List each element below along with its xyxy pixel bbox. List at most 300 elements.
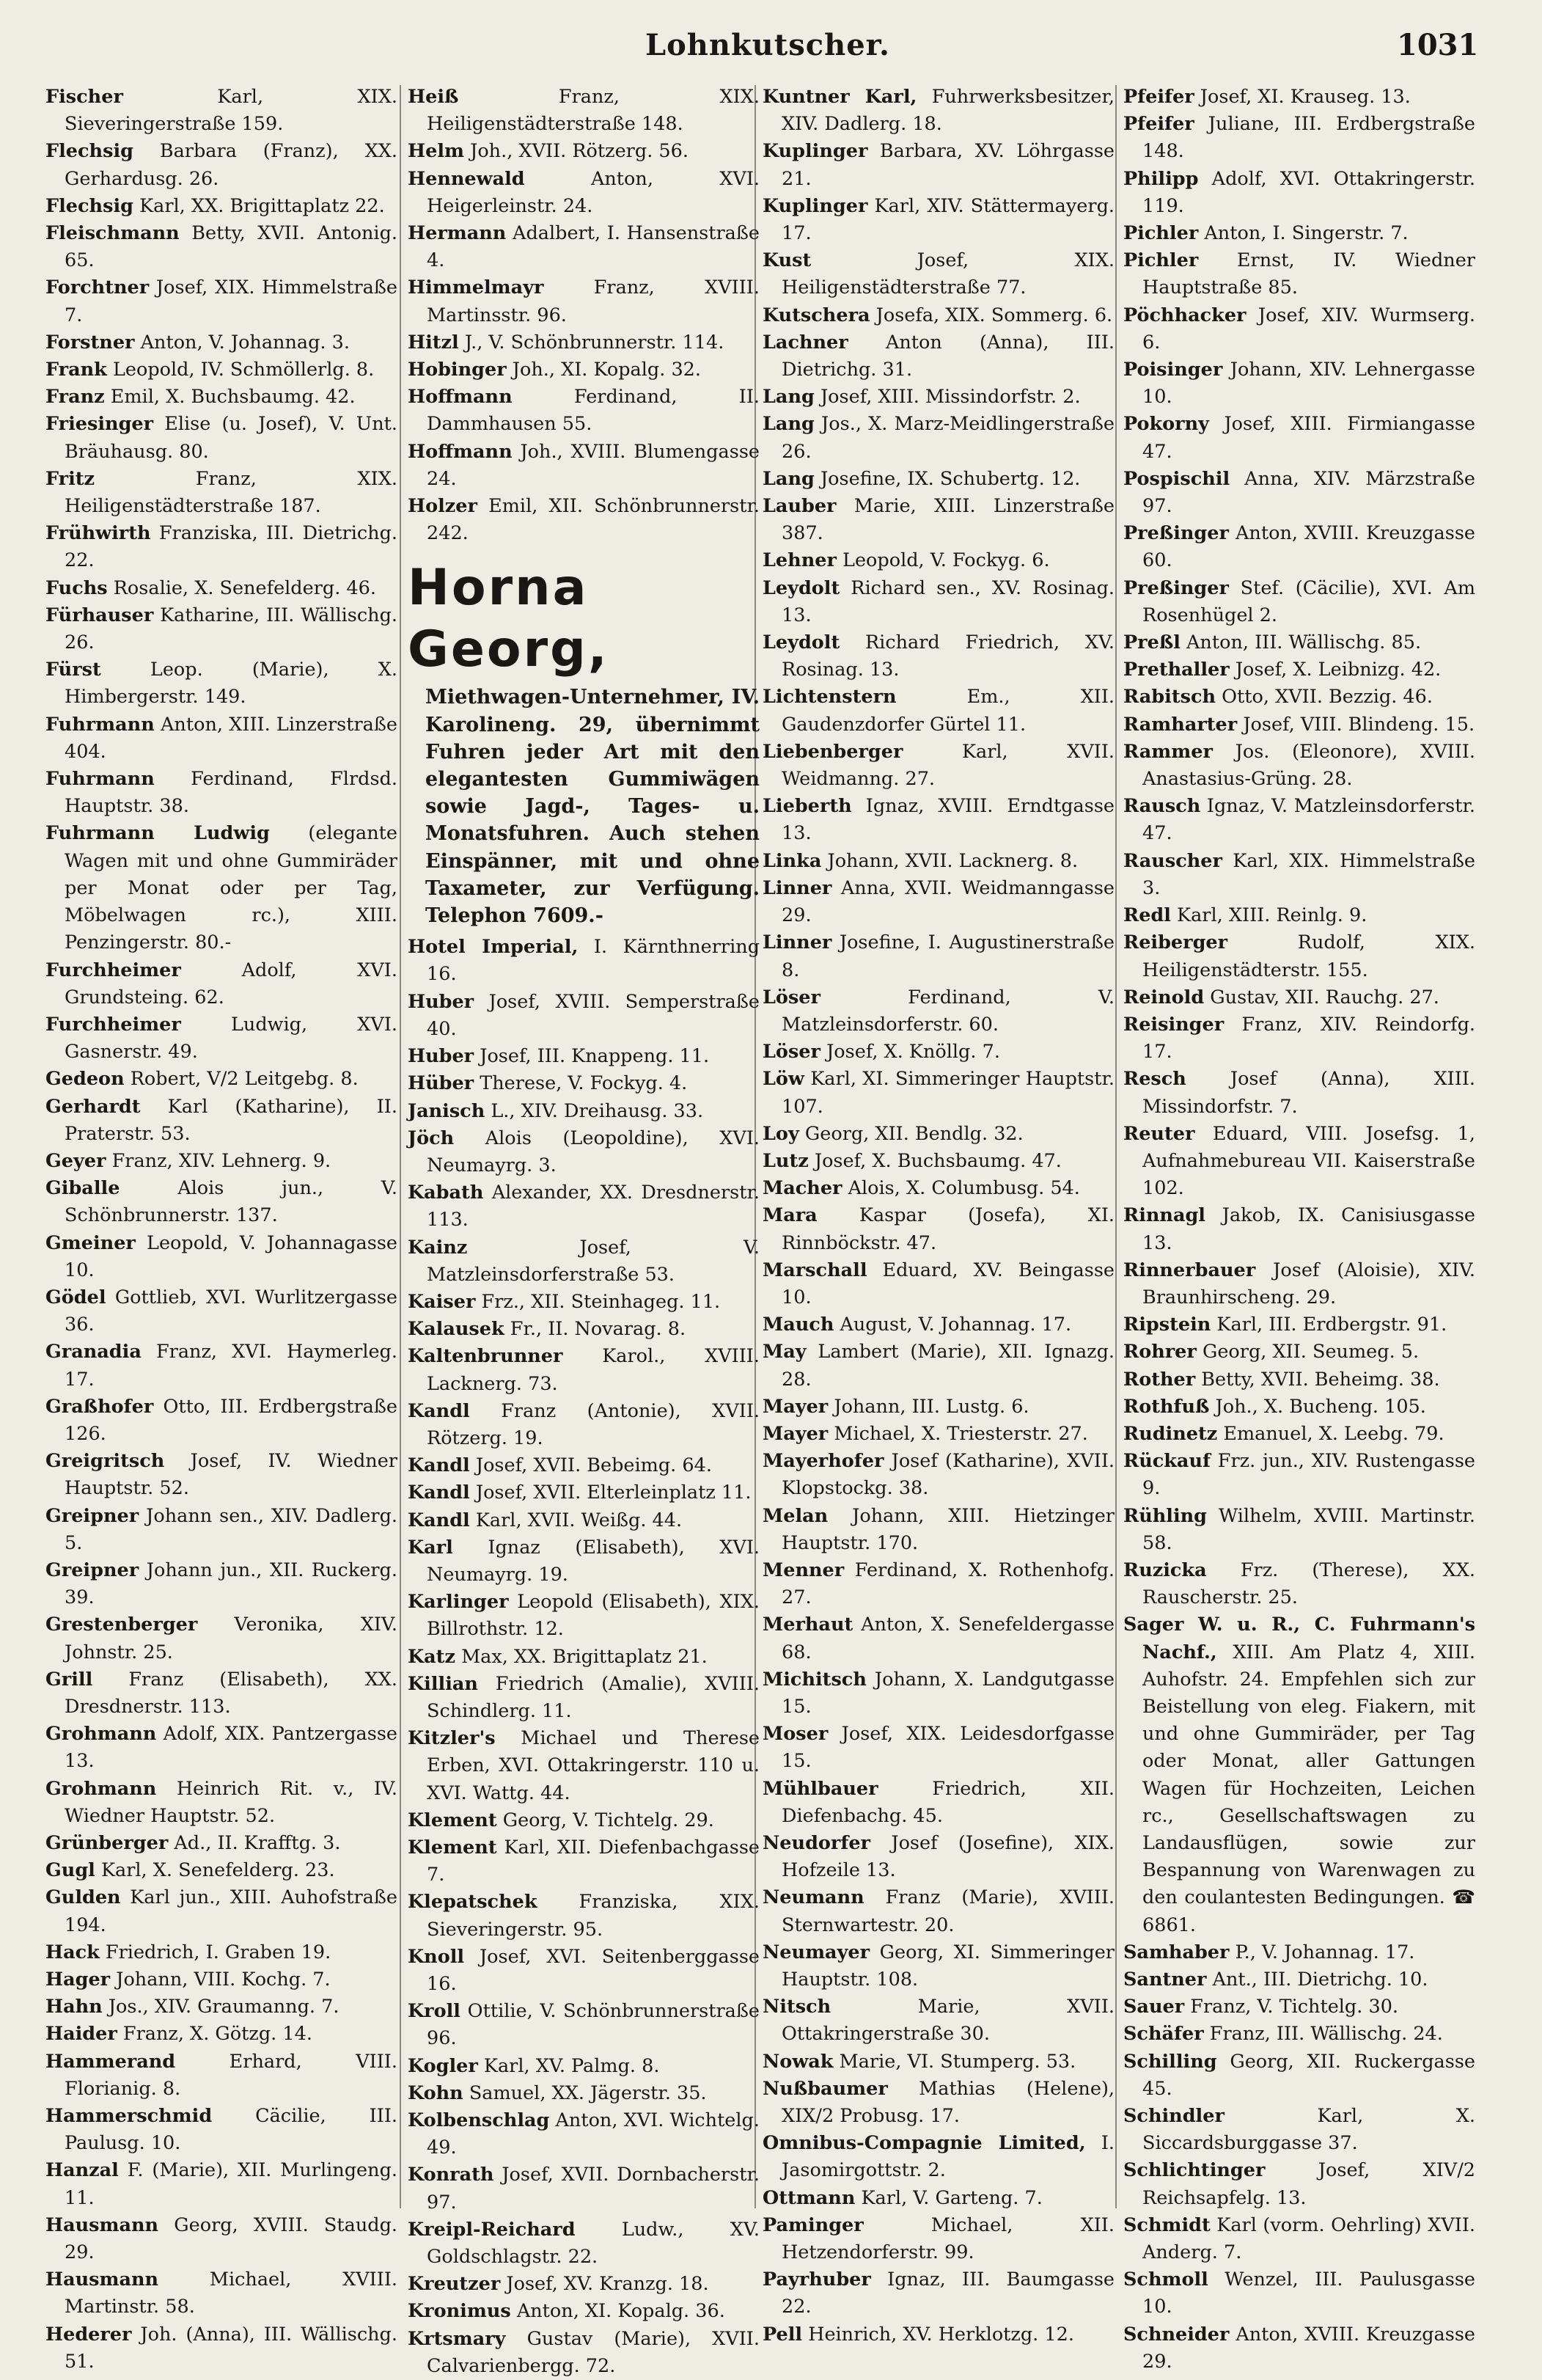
directory-entry [45,766,397,820]
directory-entry [408,1889,760,1943]
entry-details: Michael, X. Triesterstr. 27. [834,1422,1088,1445]
directory-entry [1123,1121,1475,1203]
entry-details: Josef, XIV. Wurmserg. 6. [1142,304,1475,354]
entry-details: Franz, XIX. Heiligenstädterstraße 187. [65,467,397,518]
entry-details: Josef, XIII. Firmiangasse 47. [1142,413,1476,463]
entry-name: Rother [1123,1368,1196,1391]
directory-entry [45,1966,397,1993]
entry-name: Kandl [408,1454,470,1477]
entry-name: Pichler [1123,222,1199,245]
entry-details: Richard Friedrich, XV. Rosinag. 13. [782,631,1115,681]
entry-details: Georg, XI. Simmeringer Hauptstr. 108. [782,1941,1115,1991]
entry-name: Hitzl [408,331,459,354]
entry-name: Kitzler's [408,1727,496,1750]
entry-name: Nowak [763,2050,834,2073]
directory-entry [408,166,760,220]
entry-name: Schmidt [1123,2214,1211,2236]
directory-entry [1123,1421,1475,1448]
directory-entry [1123,220,1475,247]
entry-name: Kandl [408,1509,470,1531]
entry-name: Macher [763,1177,842,1200]
entry-details: Ignaz, XVIII. Erndtgasse 13. [782,795,1115,845]
entry-details: Em., XII. Gaudenzdorfer Gürtel 11. [782,686,1115,736]
entry-name: Kuntner Karl, [763,86,917,108]
entry-details: Joh., XVII. Rötzerg. 56. [470,140,689,163]
entry-details: Ad., II. Krafftg. 3. [174,1832,341,1854]
entry-name: Reisinger [1123,1013,1225,1036]
directory-entry [45,1284,397,1339]
entry-details: Wenzel, III. Paulusgasse 10. [1142,2269,1476,2318]
entry-name: Knoll [408,1945,465,1968]
entry-name: Hobinger [408,359,507,381]
directory-entry [408,1316,760,1343]
directory-entry [408,1234,760,1289]
directory-entry [1123,1966,1475,1993]
directory-entry [408,1725,760,1807]
entry-details: Fuhrwerksbesitzer, XIV. Dadlerg. 18. [782,86,1115,136]
entry-details: (elegante Wagen mit und ohne Gummiräder per Monat oder per Tag, Möbelwagen rc.), XIII. Penzingerstr. 80.- [65,822,397,954]
entry-name: Schlichtinger [1123,2159,1266,2182]
entry-name: Lang [763,386,815,409]
entry-name: Ottmann [763,2186,856,2209]
directory-entry [1123,1394,1475,1421]
entry-name: Flechsig [45,194,133,217]
directory-entry [408,2107,760,2161]
entry-details: Karl jun., XIII. Auhofstraße 194. [65,1886,398,1936]
entry-name: Fürst [45,659,101,681]
directory-entry [763,2212,1115,2266]
directory-entry [45,1776,397,1830]
entry-details: Friedrich, I. Graben 19. [105,1941,331,1963]
directory-entry [1123,1066,1475,1120]
directory-entry [763,302,1115,329]
entry-name: Schilling [1123,2050,1217,2073]
entry-details: Anton, X. Senefeldergasse 68. [782,1614,1115,1663]
directory-entry [408,1507,760,1534]
entry-name: Rammer [1123,740,1213,763]
directory-entry [1123,166,1475,220]
entry-name: Kuplinger [763,194,868,217]
entry-name: Marschall [763,1259,867,1281]
directory-entry [763,1148,1115,1175]
entry-name: Fleischmann [45,222,180,245]
entry-details: Alois jun., V. Schönbrunnerstr. 137. [65,1177,397,1227]
directory-entry [45,656,397,711]
entry-name: Hack [45,1941,100,1963]
directory-entry [1123,1939,1475,1966]
directory-entry [763,848,1115,875]
entry-name: Schäfer [1123,2023,1204,2046]
directory-entry [408,439,760,493]
directory-entry [763,629,1115,684]
directory-entry [1123,2157,1475,2211]
entry-name: Lang [763,467,815,490]
entry-details: Josef, XVII. Elterleinplatz 11. [475,1482,752,1504]
entry-details: Josef, XIX. Heiligenstädterstraße 77. [782,249,1115,299]
entry-details: Anton, XI. Kopalg. 36. [516,2300,725,2323]
directory-entry [763,247,1115,301]
entry-name: Grünberger [45,1832,169,1854]
entry-details: Karl, XX. Brigittaplatz 22. [139,194,385,217]
entry-details: Georg, XII. Bendlg. 32. [804,1122,1024,1145]
entry-details: Cäcilie, III. Paulusg. 10. [65,2105,397,2155]
entry-name: Redl [1123,904,1171,927]
directory-entry [408,2053,760,2080]
directory-entry [408,84,760,138]
entry-name: Klement [408,1836,497,1859]
directory-entry [1123,1366,1475,1394]
entry-details: Karl, XVII. Weißg. 44. [475,1509,683,1531]
entry-name: Kolbenschlag [408,2109,550,2132]
directory-entry [45,820,397,956]
entry-name: Huber [408,1045,474,1068]
entry-details: Franz, XVI. Haymerleg. 17. [65,1341,397,1391]
entry-details: Anton (Anna), III. Dietrichg. 31. [782,331,1115,381]
entry-name: Neudorfer [763,1832,870,1854]
entry-name: Krtsmary [408,2327,506,2350]
page-header [0,0,1542,81]
entry-details: Michael, XII. Hetzendorferstr. 99. [782,2214,1115,2264]
entry-details: Friedrich (Amalie), XVIII. Schindlerg. 11. [427,1672,760,1722]
entry-details: Frz., XII. Steinhageg. 11. [481,1290,721,1313]
entry-name: Huber [408,990,474,1013]
entry-details: Emil, X. Buchsbaumg. 42. [110,386,356,409]
entry-details: Karl, XV. Palmg. 8. [483,2054,660,2077]
entry-details: Josef (Katharine), XVII. Klopstockg. 38. [782,1450,1115,1500]
entry-details: Josef, XV. Kranzg. 18. [506,2273,709,2296]
entry-details: Adolf, XVI. Grundsteing. 62. [65,959,397,1008]
entry-details: Erhard, VIII. Florianig. 8. [65,2050,397,2100]
directory-entry [45,193,397,220]
entry-details: Frz. (Therese), XX. Rauscherstr. 25. [1142,1559,1475,1609]
entry-name: Hoffmann [408,386,513,409]
entry-name: Gulden [45,1886,121,1909]
directory-entry [408,1589,760,1643]
entry-name: Greipner [45,1559,139,1581]
entry-name: Hanzal [45,2159,119,2182]
entry-name: Rückauf [1123,1450,1211,1473]
entry-name: Sauer [1123,1996,1185,2018]
entry-details: Katharine, III. Wällischg. 26. [65,604,398,654]
entry-name: Mauch [763,1314,834,1336]
entry-name: Leydolt [763,576,840,599]
directory-entry [45,1721,397,1775]
entry-name: Grohmann [45,1777,157,1800]
directory-entry [1123,656,1475,684]
entry-details: Leop. (Marie), X. Himbergerstr. 149. [65,659,397,708]
directory-entry [763,2266,1115,2321]
directory-entry [1123,1202,1475,1256]
directory-entry [1123,1311,1475,1339]
entry-details: Josef (Anna), XIII. Missindorfstr. 7. [1142,1068,1475,1118]
entry-name: Greigritsch [45,1450,165,1473]
directory-entry [408,1834,760,1889]
entry-name: Preßinger [1123,576,1229,599]
entry-name: Graßhofer [45,1395,154,1418]
entry-name: Kaltenbrunner [408,1345,563,1368]
entry-details: Karl, XIX. Sieveringerstraße 159. [65,86,397,136]
entry-name: Holzer [408,495,477,518]
directory-entry [408,1944,760,1998]
directory-entry [45,1230,397,1284]
directory-entry [45,384,397,411]
entry-name: Helm [408,140,464,163]
entry-details: Karl, V. Garteng. 7. [861,2186,1043,2209]
directory-entry [1123,711,1475,739]
directory-entry [408,138,760,165]
directory-entry [45,1557,397,1611]
directory-entry [1123,411,1475,465]
entry-details: August, V. Johannag. 17. [840,1314,1072,1336]
entry-name: Kabath [408,1182,484,1204]
directory-entry [408,493,760,547]
directory-entry [763,1776,1115,1830]
entry-details: Johann jun., XII. Ruckerg. 39. [65,1559,397,1609]
directory-entry [408,274,760,329]
entry-name: Kroll [408,2000,460,2023]
directory-entry [1123,1257,1475,1311]
directory-entry [45,520,397,574]
entry-details: Karl, XII. Diefenbachgasse 7. [427,1836,760,1886]
entry-details: Otto, XVII. Bezzig. 46. [1222,686,1433,708]
directory-entry [1123,1557,1475,1611]
entry-name: Lehner [763,549,837,572]
directory-entry [45,1830,397,1857]
directory-entry [763,547,1115,574]
directory-entry [763,2185,1115,2212]
directory-entry [763,1939,1115,1993]
entry-details: Leopold, V. Johannagasse 10. [65,1231,398,1281]
entry-name: Liebenberger [763,740,903,763]
entry-name: Haider [45,2023,117,2046]
entry-name: Karl [408,1536,453,1559]
entry-name: Neumann [763,1886,864,1909]
entry-name: Hennewald [408,167,525,190]
entry-name: Kutschera [763,304,870,326]
entry-details: Franz, X. Götzg. 14. [122,2023,312,2046]
entry-details: Alois, X. Columbusg. 54. [848,1177,1080,1200]
directory-entry [408,329,760,356]
directory-entry [408,1070,760,1097]
entry-name: Heiß [408,86,459,108]
entry-details: Anton, I. Singerstr. 7. [1204,222,1409,245]
entry-name: Hüber [408,1072,474,1095]
entry-name: Löw [763,1068,804,1091]
directory-entry [1123,356,1475,411]
directory-entry [45,466,397,520]
entry-details: Barbara (Franz), XX. Gerhardusg. 26. [65,140,397,190]
entry-details: Johann, III. Lustg. 6. [834,1395,1029,1418]
directory-entry [1123,2021,1475,2048]
entry-details: Kaspar (Josefa), XI. Rinnböckstr. 47. [782,1204,1115,1254]
entry-name: Sager W. u. R., C. Fuhrmann's Nachf., [1123,1614,1475,1663]
entry-details: Betty, XVII. Antonig. 65. [65,222,398,272]
entry-details: Friedrich, XII. Diefenbachg. 45. [782,1777,1115,1827]
entry-details: Adolf, XVI. Ottakringerstr. 119. [1142,167,1475,217]
entry-details: Anna, XVII. Weidmanngasse 29. [782,876,1115,927]
entry-name: Granadia [45,1341,142,1363]
directory-entry [763,2048,1115,2076]
entry-details: Jos., X. Marz-Meidlingerstraße 26. [782,413,1115,463]
entry-name: Melan [763,1504,829,1527]
directory-entry [763,84,1115,138]
entry-name: Poisinger [1123,359,1223,381]
entry-name: Menner [763,1559,845,1581]
entry-details: Alexander, XX. Dresdnerstr. 113. [427,1182,760,1231]
directory-entry [763,1202,1115,1256]
directory-entry [408,1343,760,1397]
entry-details: Wilhelm, XVIII. Martinstr. 58. [1142,1504,1475,1554]
entry-details: Betty, XVII. Beheimg. 38. [1201,1368,1440,1391]
directory-entry [45,411,397,465]
directory-entry [45,329,397,356]
entry-name: Hammerand [45,2050,176,2073]
entry-name: Lauber [763,495,837,518]
directory-entry [1123,1448,1475,1502]
entry-name: Gedeon [45,1068,125,1091]
directory-entry [763,2321,1115,2348]
entry-details: Johann sen., XIV. Dadlerg. 5. [65,1504,397,1554]
entry-details: Ludw., XV. Goldschlagstr. 22. [427,2218,760,2269]
entry-details: Anton, XVIII. Kreuzgasse 60. [1142,522,1475,572]
directory-entry [45,2157,397,2211]
directory-entry [763,929,1115,984]
entry-name: Schindler [1123,2105,1225,2128]
directory-entry [1123,2212,1475,2266]
entry-details: Jakob, IX. Canisiusgasse 13. [1142,1204,1475,1254]
entry-details: Elise (u. Josef), V. Unt. Bräuhausg. 80. [65,413,397,463]
entry-name: Fischer [45,86,123,108]
entry-details: Emil, XII. Schönbrunnerstr. 242. [427,495,760,545]
entry-details: Josef, X. Knöllg. 7. [826,1041,1000,1063]
entry-name: Rinnagl [1123,1204,1205,1227]
entry-details: Eduard, XV. Beingasse 10. [782,1259,1115,1308]
entry-details: Emanuel, X. Leebg. 79. [1223,1422,1444,1445]
entry-name: Kohn [408,2081,463,2104]
directory-entry [45,1339,397,1393]
entry-details: Franz, XIX. Heiligenstädterstraße 148. [427,86,760,136]
entry-details: Josef, XIX. Himmelstraße 7. [65,277,398,326]
entry-details: Ignaz, V. Matzleinsdorferstr. 47. [1142,795,1476,845]
directory-entry [1123,848,1475,902]
directory-entry [45,1939,397,1966]
entry-name: Furchheimer [45,959,181,981]
directory-entry [763,1993,1115,2048]
entry-name: Merhaut [763,1614,853,1636]
entry-details: I. Kärnthnerring 16. [427,936,760,986]
entry-details: Alois (Leopoldine), XVI. Neumayrg. 3. [427,1127,760,1176]
directory-entry [45,138,397,192]
directory-entry [45,1394,397,1448]
entry-details: XIII. Am Platz 4, XIII. Auhofstr. 24. Empfehlen sich zur Beistellung von eleg. Fiakern, mit und ohne Gummiräder, per Tag oder Monat, aller Gattungen Wagen für Hochzeiten, Leichen rc., Gesellschaftswagen zu Landausflügen, sowie zur Bespannung von Warenwagen zu den coulantesten Bedingungen. ☎ 6861. [1142,1641,1475,1936]
entry-details: Johann, XIV. Lehnergasse 10. [1142,359,1475,409]
entry-name: Löser [763,1041,820,1063]
entry-details: Franz, III. Wällischg. 24. [1209,2023,1443,2046]
entry-name: Reinold [1123,986,1205,1008]
entry-name: Kalausek [408,1318,504,1341]
entry-details: Karol., XVIII. Lacknerg. 73. [427,1345,760,1395]
entry-name: Mayer [763,1422,829,1445]
directory-entry [408,1289,760,1316]
entry-details: Josef, XVII. Dornbacherstr. 97. [427,2164,760,2214]
entry-details: Marie, XIII. Linzerstraße 387. [782,495,1115,545]
entry-name: Löser [763,986,820,1008]
entry-name: Moser [763,1723,829,1746]
directory-entry [45,274,397,329]
entry-name: Jöch [408,1127,455,1149]
entry-name: Hahn [45,1996,103,2018]
entry-name: Gmeiner [45,1231,136,1254]
entry-details: Ant., III. Dietrichg. 10. [1212,1969,1428,1991]
entry-details: Josef, XIV/2 Reichsapfelg. 13. [1142,2159,1476,2209]
entry-details: Josef, XVII. Bebeimg. 64. [475,1454,712,1477]
entry-details: Frz. jun., XIV. Rustengasse 9. [1142,1450,1475,1500]
entry-name: Himmelmayr [408,277,544,299]
directory-entry [763,1175,1115,1202]
entry-name: Gerhardt [45,1095,141,1118]
page-title: Lohnkutscher. [645,28,890,62]
entry-details: Joh., XVIII. Blumengasse 24. [427,440,760,490]
entry-name: Lichtenstern [763,686,897,708]
entry-name: Kronimus [408,2300,511,2323]
column-4 [1123,84,1476,2373]
entry-name: Pokorny [1123,413,1209,436]
directory-entry [408,1807,760,1834]
entry-name: Mayer [763,1395,829,1418]
directory-entry [408,1452,760,1479]
directory-entry [45,1884,397,1938]
directory-entry [45,1993,397,2021]
entry-details: Johann, XVII. Lacknerg. 8. [827,849,1079,872]
entry-name: Mara [763,1204,818,1227]
entry-name: Friesinger [45,413,154,436]
entry-name: Prethaller [1123,659,1230,681]
directory-entry [763,329,1115,384]
directory-entry [408,356,760,384]
entry-name: Reuter [1123,1122,1195,1145]
entry-name: Lieberth [763,795,852,818]
entry-name: Schmoll [1123,2269,1208,2291]
directory-entry [763,1121,1115,1148]
entry-name: Hager [45,1969,111,1991]
entry-details: Ferdinand, Flrdsd. Hauptstr. 38. [65,768,397,818]
entry-details: Franz (Elisabeth), XX. Dresdnerstr. 113. [65,1668,398,1718]
directory-entry [45,1066,397,1093]
entry-details: Josef, VIII. Blindeng. 15. [1243,713,1475,736]
entry-name: Forstner [45,331,135,354]
entry-name: Hammerschmid [45,2105,213,2128]
entry-details: Karl, X. Siccardsburggasse 37. [1142,2105,1475,2155]
directory-entry [408,2161,760,2216]
entry-name: Rothfuß [1123,1395,1210,1418]
entry-details: Anna, XIV. Märzstraße 97. [1142,467,1475,518]
entry-name: Rühling [1123,1504,1208,1527]
entry-name: Rudinetz [1123,1422,1218,1445]
entry-details: Franz, V. Tichtelg. 30. [1190,1996,1399,2018]
entry-details: Josef, IV. Wiedner Hauptstr. 52. [65,1450,397,1500]
entry-details: Georg, XII. Ruckergasse 45. [1142,2050,1476,2100]
entry-details: Josef, XIII. Missindorfstr. 2. [820,386,1081,409]
directory-entry [45,356,397,384]
entry-details: Johann, XIII. Hietzinger Hauptstr. 170. [782,1504,1115,1554]
entry-details: F. (Marie), XII. Murlingeng. 11. [65,2159,397,2209]
entry-name: Rabitsch [1123,686,1216,708]
directory-entry [763,1666,1115,1721]
directory-entry [408,1398,760,1452]
directory-entry [45,957,397,1011]
directory-entry [763,1503,1115,1557]
directory-entry [408,1998,760,2052]
